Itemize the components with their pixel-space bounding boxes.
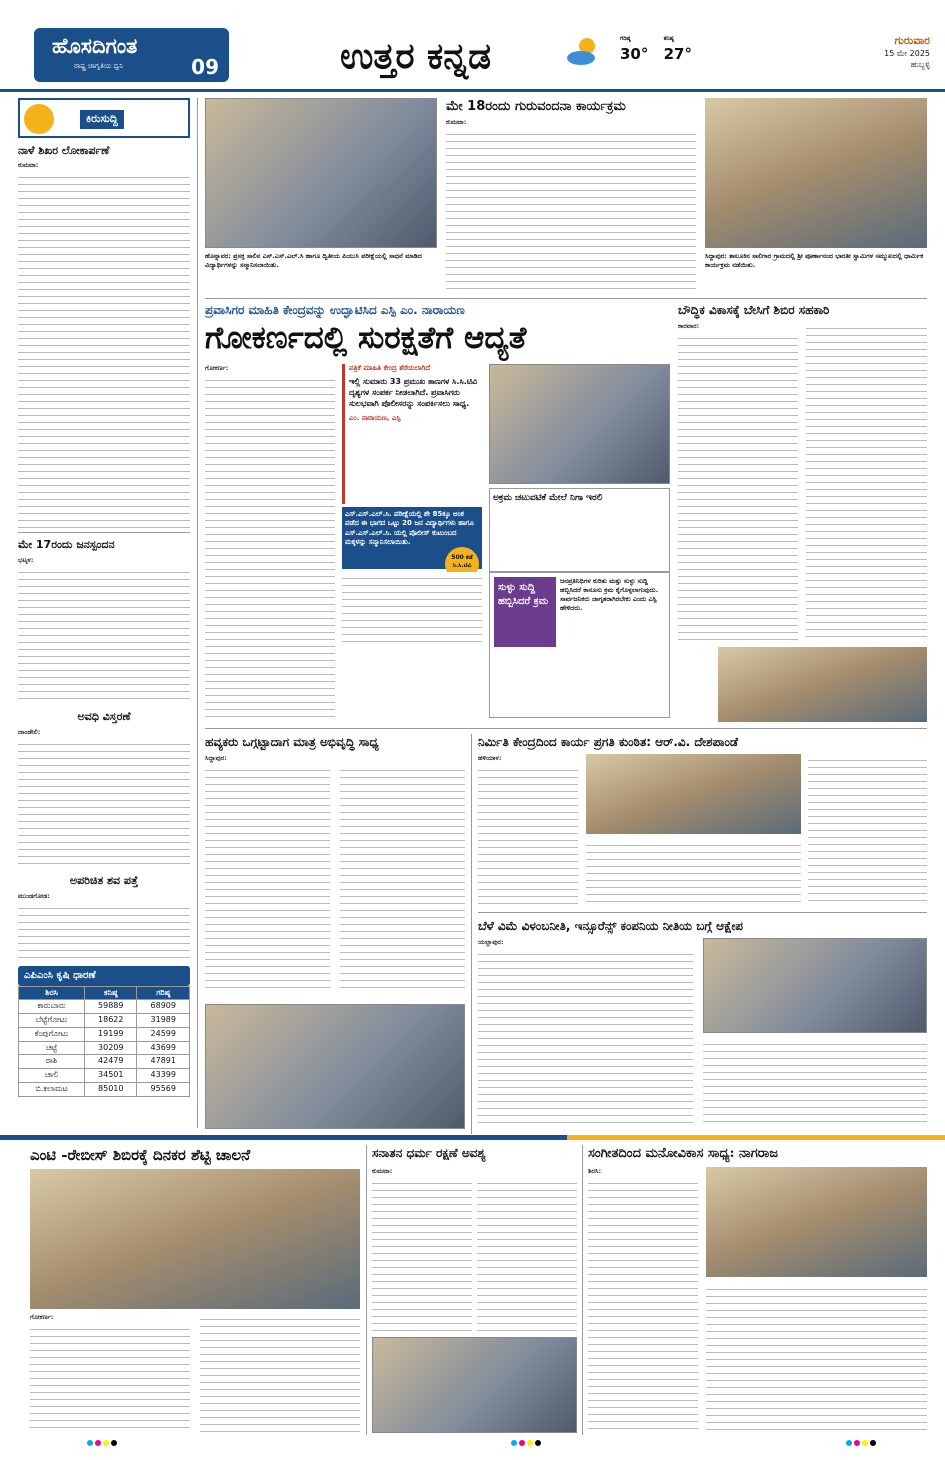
col-header: ಕನಿಷ್ಠ	[85, 986, 137, 1000]
nirmithi-story	[478, 734, 927, 909]
print-marks	[510, 1440, 542, 1449]
divider	[478, 912, 927, 913]
story-body	[30, 1323, 190, 1433]
notice-box	[489, 488, 670, 572]
column-divider	[366, 1145, 367, 1435]
column-divider	[471, 734, 472, 1134]
hand-icon	[24, 104, 54, 134]
story-lead	[588, 1167, 698, 1177]
story-headline[interactable]: ಸಂಗೀತದಿಂದ ಮನೋವಿಕಾಸ ಸಾಧ್ಯ: ನಾಗರಾಜ	[588, 1146, 778, 1161]
pull-box: ಎಸ್.ಎಸ್.ಎಲ್.ಸಿ. ಪರೀಕ್ಷೆಯಲ್ಲಿ ಶೇ 85ಕ್ಕೂ ಅಂಕ ಪಡೆದ ಈ ಭಾಗದ ಒಟ್ಟು 20 ಜನ ವಿದ್ಯಾರ್ಥಿಗಳು ಹಾಗೂ ಎಸ್.ಎಸ್.ಎಲ್.ಸಿ. ಯಲ್ಲಿ ಪೊಲೀಸ್ ಕುಟುಂಬದ ಮಕ್ಕಳನ್ನು ಸನ್ಮಾನಿಸಲಾಯಿತು.	[342, 507, 482, 569]
cell: 47891	[137, 1055, 190, 1069]
stat-badge: 500 ಕಡೆ ಸಿ.ಸಿ.ಟಿವಿ	[445, 547, 479, 581]
quote-by: ಎಂ. ನಾರಾಯಣ, ಎಸ್ಪಿ	[349, 413, 401, 422]
photo-rabies-camp[interactable]	[30, 1169, 360, 1309]
music-story	[588, 1145, 927, 1435]
table-row	[19, 1041, 190, 1055]
cell: 43699	[137, 1041, 190, 1055]
photo-caption: ಹೊನ್ನಾವರ: ಪ್ರಸಕ್ತ ಸಾಲಿನ ಎಸ್.ಎಸ್.ಎಲ್.ಸಿ ಹಾಗೂ ದ್ವಿತೀಯ ಪಿಯುಸಿ ಪರೀಕ್ಷೆಯಲ್ಲಿ ಸಾಧನೆ ಮಾಡಿದ ವಿದ್ಯಾರ್ಥಿಗಳನ್ನು ಸನ್ಮಾನಿಸಲಾಯಿತು.	[205, 252, 422, 270]
photo-program[interactable]	[705, 98, 927, 248]
photo-inauguration[interactable]	[489, 364, 670, 484]
cell: 31989	[137, 1014, 190, 1028]
story-headline[interactable]: ಮೇ 17ರಂದು ಜನಸ್ಪಂದನ	[18, 538, 115, 551]
crop-insurance-story	[478, 918, 927, 1128]
rabies-story	[30, 1145, 360, 1435]
story-body	[205, 374, 335, 718]
print-marks	[86, 1440, 118, 1449]
story-body	[478, 948, 693, 1123]
dateline: ಕಾರವಾರ:	[678, 322, 700, 330]
dateline: ಕುಮಟಾ:	[372, 1167, 393, 1175]
story-body	[18, 738, 190, 868]
story-lead	[478, 754, 578, 764]
col-header: ಗರಿಷ್ಠ	[137, 986, 190, 1000]
story-headline[interactable]: ಸನಾತನ ಧರ್ಮ ರಕ್ಷಣೆ ಅವಶ್ಯ	[372, 1146, 486, 1160]
lead-story	[205, 302, 670, 722]
box-text: ಜನಪ್ರತಿನಿಧಿಗಳ ಕುರಿತು ಮತ್ತು ಸುಳ್ಳು ಸುದ್ದಿ ಹಬ್ಬಿಸಿದರೆ ಕಾನೂನು ಕ್ರಮ ಕೈಗೊಳ್ಳಲಾಗುವುದು. ಸಾರ್ವಜನಿಕರು ಜಾಗೃತರಾಗಿರಬೇಕು ಎಂದು ಎಸ್ಪಿ ಹೇಳಿದರು.	[560, 577, 659, 613]
story-headline[interactable]: ಹವ್ಯಕರು ಒಗ್ಗಟ್ಟಾದಾಗ ಮಾತ್ರ ಅಭಿವೃದ್ಧಿ ಸಾಧ್ಯ	[205, 735, 379, 749]
story-headline[interactable]: ಎಂಟಿ -ರೇಬೀಸ್ ಶಿಬಿರಕ್ಕೆ ದಿನಕರ ಶೆಟ್ಟಿ ಚಾಲನೆ	[30, 1146, 251, 1164]
story-body	[18, 902, 190, 958]
story-headline[interactable]: ನಿರ್ಮಿತಿ ಕೇಂದ್ರದಿಂದ ಕಾರ್ಯ ಪ್ರಗತಿ ಕುಂಠಿತ: ಆರ್.ವಿ. ದೇಶಪಾಂಡೆ	[478, 735, 738, 749]
cell: 24599	[137, 1027, 190, 1041]
dateline: ಯಲ್ಲಾಪುರ:	[478, 938, 504, 946]
story-lead	[446, 118, 696, 128]
story-lead	[478, 938, 693, 948]
page-number: 09	[191, 55, 219, 79]
table-row	[19, 1055, 190, 1069]
lead-headline[interactable]: ಗೋಕರ್ಣದಲ್ಲಿ ಸುರಕ್ಷತೆಗೆ ಆದ್ಯತೆ	[205, 320, 527, 356]
column-divider	[197, 98, 198, 1128]
dateline: ದಾಂಡೇಲಿ:	[18, 728, 41, 736]
story-lead	[372, 1167, 577, 1177]
date-block	[810, 34, 930, 70]
cell: 34501	[85, 1069, 137, 1083]
edition-title: ಉತ್ತರ ಕನ್ನಡ	[340, 35, 492, 77]
cell: ಕೆಂಪುಗೋಟು	[19, 1027, 85, 1041]
story-body	[342, 572, 482, 642]
edition-city: ಹುಬ್ಬಳ್ಳಿ	[910, 59, 930, 69]
story-body	[372, 1177, 472, 1332]
temperature	[620, 35, 692, 64]
story-body	[340, 764, 465, 994]
story-body	[446, 128, 696, 292]
quote-title: ಪತ್ರಿಕೆ ಮಾಹಿತಿ ಕೇಂದ್ರ ತೆರೆಯಲಾಗಿದೆ	[349, 364, 431, 372]
cell: ಬೆಟ್ಟೆಗೋಟು	[19, 1014, 85, 1028]
photo-camp[interactable]	[718, 647, 927, 722]
market-rates	[18, 966, 190, 1122]
min-temp-label: ಕನಿಷ್ಠ	[663, 35, 674, 42]
photo-meeting[interactable]	[205, 1004, 465, 1129]
story-body	[678, 332, 798, 642]
table-row	[19, 1000, 190, 1014]
cell: ಬಿ.ಕಲಾಮಟ	[19, 1083, 85, 1097]
issue-date: 15 ಮೇ 2025	[884, 48, 930, 58]
lead-kicker: ಪ್ರವಾಸಿಗರ ಮಾಹಿತಿ ಕೇಂದ್ರವನ್ನು ಉದ್ಘಾಟಿಸಿದ ಎಸ್ಪಿ ಎಂ. ನಾರಾಯಣ	[205, 303, 465, 317]
sanatana-story	[372, 1145, 577, 1435]
left-column	[18, 98, 190, 948]
cell: 42479	[85, 1055, 137, 1069]
dateline: ಕುಮಟಾ:	[18, 161, 39, 169]
story-headline[interactable]: ಅವಧಿ ವಿಸ್ತರಣೆ	[77, 710, 131, 723]
cell: ಚಾಲಿ	[19, 1069, 85, 1083]
photo-sanatana[interactable]	[372, 1337, 577, 1433]
story-lead	[18, 892, 190, 902]
story-headline[interactable]: ನಾಳೆ ಶಿಖರ ಲೋಕಾರ್ಪಣೆ	[18, 144, 110, 157]
story-body	[586, 839, 801, 904]
story-headline[interactable]: ಬೌದ್ಧಿಕ ವಿಕಾಸಕ್ಕೆ ಬೇಸಿಗೆ ಶಿಬಿರ ಸಹಕಾರಿ	[678, 303, 830, 317]
newspaper-logo[interactable]	[34, 28, 229, 82]
story-body	[477, 1177, 577, 1332]
box-title[interactable]: ಸುಳ್ಳು ಸುದ್ದಿ ಹಬ್ಬಿಸಿದರೆ ಕ್ರಮ	[494, 577, 556, 647]
table-row	[19, 1083, 190, 1097]
story-lead	[18, 556, 190, 566]
photo-officials[interactable]	[586, 754, 801, 834]
cell: 18622	[85, 1014, 137, 1028]
story-body	[18, 171, 190, 529]
photo-music[interactable]	[706, 1167, 927, 1277]
havyaka-story	[205, 734, 465, 1134]
story-body	[706, 1283, 927, 1433]
dateline: ಭಟ್ಕಳ:	[18, 556, 34, 564]
cell: 30209	[85, 1041, 137, 1055]
cell: 85010	[85, 1083, 137, 1097]
photo-caption: ಸಿದ್ದಾಪುರ: ತಾಲೂಕಿನ ಸಾಲಿಗಾರ ಗ್ರಾಮದಲ್ಲಿ ಶ್ರೀ ಪೂರ್ಣಾನಂದ ಭಾರತೀ ಸ್ವಾಮಿಗಳ ಸಮ್ಮುಖದಲ್ಲಿ ಧಾರ್ಮಿಕ ಕಾರ್ಯಕ್ರಮ ನಡೆಯಿತು.	[705, 252, 924, 270]
min-temp: 27°	[663, 45, 692, 63]
cell: 19199	[85, 1027, 137, 1041]
photo-students[interactable]	[205, 98, 437, 248]
story-lead	[18, 728, 190, 738]
cell: 59889	[85, 1000, 137, 1014]
story-body	[478, 764, 578, 904]
kirusuddi-badge: ಕಿರುಸುದ್ದಿ	[80, 110, 124, 129]
story-body	[808, 754, 927, 904]
divider	[18, 532, 190, 533]
story-body	[806, 322, 927, 642]
photo-farmers[interactable]	[703, 938, 927, 1033]
dateline: ಹಳಿಯಾಳ:	[478, 754, 502, 762]
dateline: ಸಿದ್ದಾಪುರ:	[205, 754, 227, 762]
max-temp-label: ಗರಿಷ್ಠ	[620, 35, 631, 42]
notice-title: ಅಕ್ರಮ ಚಟುವಟಿಕೆ ಮೇಲೆ ನಿಗಾ ಇರಲಿ	[493, 493, 603, 503]
column-divider	[582, 1145, 583, 1435]
story-lead	[30, 1313, 190, 1323]
col-header: ಶಿರಸಿ	[19, 986, 85, 1000]
story-body	[703, 1038, 927, 1123]
dateline: ಮುಂಡಗೋಡ:	[18, 892, 50, 900]
cell: 95569	[137, 1083, 190, 1097]
table-row	[19, 1027, 190, 1041]
story-body	[200, 1313, 360, 1433]
dateline: ಶಿರಸಿ:	[588, 1167, 602, 1175]
pull-quote	[342, 364, 482, 504]
section-bar	[0, 1135, 945, 1140]
table-row	[19, 1069, 190, 1083]
market-title: ಎಪಿಎಂಸಿ ಕೃಷಿ ಧಾರಣೆ	[18, 966, 190, 986]
kirusuddi-box	[18, 98, 190, 138]
story-body	[588, 1177, 698, 1432]
market-table	[18, 986, 190, 1097]
cell: 68909	[137, 1000, 190, 1014]
paper-name: ಹೊಸದಿಗಂತ	[52, 33, 138, 58]
story-headline[interactable]: ಅಪರಿಚಿತ ಶವ ಪತ್ತೆ	[69, 874, 139, 887]
divider	[205, 728, 927, 729]
masthead	[0, 0, 945, 92]
quote-text: ಇಲ್ಲಿ ಸುಮಾರು 33 ಪ್ರಮುಖ ತಾಣಗಳ ಸಿ.ಸಿ.ಟಿವಿ ದೃಶ್ಯಗಳ ಸಂಪರ್ಕ ನೀಡಲಾಗಿದೆ. ಪ್ರವಾಸಿಗರು ಸುಲಭವಾಗಿ ಪೊಲೀಸರನ್ನು ಸಂಪರ್ಕಿಸಲು ಸಾಧ್ಯ.	[349, 377, 478, 409]
max-temp: 30°	[620, 45, 649, 63]
cell: ಚಟ್ಟೆ	[19, 1041, 85, 1055]
story-body	[205, 764, 330, 994]
story-lead	[678, 322, 798, 332]
weather-icon	[565, 34, 601, 70]
dateline: ಗೋಕರ್ಣ:	[30, 1313, 54, 1321]
box-story	[489, 572, 670, 718]
cell: 43399	[137, 1069, 190, 1083]
story-headline[interactable]: ಬೆಳೆ ವಿಮೆ ವಿಳಂಬನೀತಿ, ಇನ್ಸೂರೆನ್ಸ್ ಕಂಪನಿಯ ನೀತಿಯ ಬಗ್ಗೆ ಆಕ್ಷೇಪ	[478, 919, 743, 933]
weekday: ಗುರುವಾರ	[894, 34, 930, 47]
story-lead	[205, 364, 335, 374]
divider	[205, 298, 927, 299]
right-story	[678, 302, 927, 722]
print-marks	[845, 1440, 877, 1449]
paper-tagline: ರಾಷ್ಟ್ರ ಜಾಗೃತಿಯ ಧ್ವನಿ	[74, 62, 124, 70]
table-row	[19, 1014, 190, 1028]
cell: ರಾಶಿ	[19, 1055, 85, 1069]
story-lead	[205, 754, 465, 764]
story-headline[interactable]: ಮೇ 18ರಂದು ಗುರುವಂದನಾ ಕಾರ್ಯಕ್ರಮ	[446, 99, 626, 114]
dateline: ಗೋಕರ್ಣ:	[205, 364, 229, 372]
story-body	[18, 566, 190, 704]
cell: ಕಾರುಬಾರು	[19, 1000, 85, 1014]
dateline: ಕುಮಟಾ:	[446, 118, 467, 126]
